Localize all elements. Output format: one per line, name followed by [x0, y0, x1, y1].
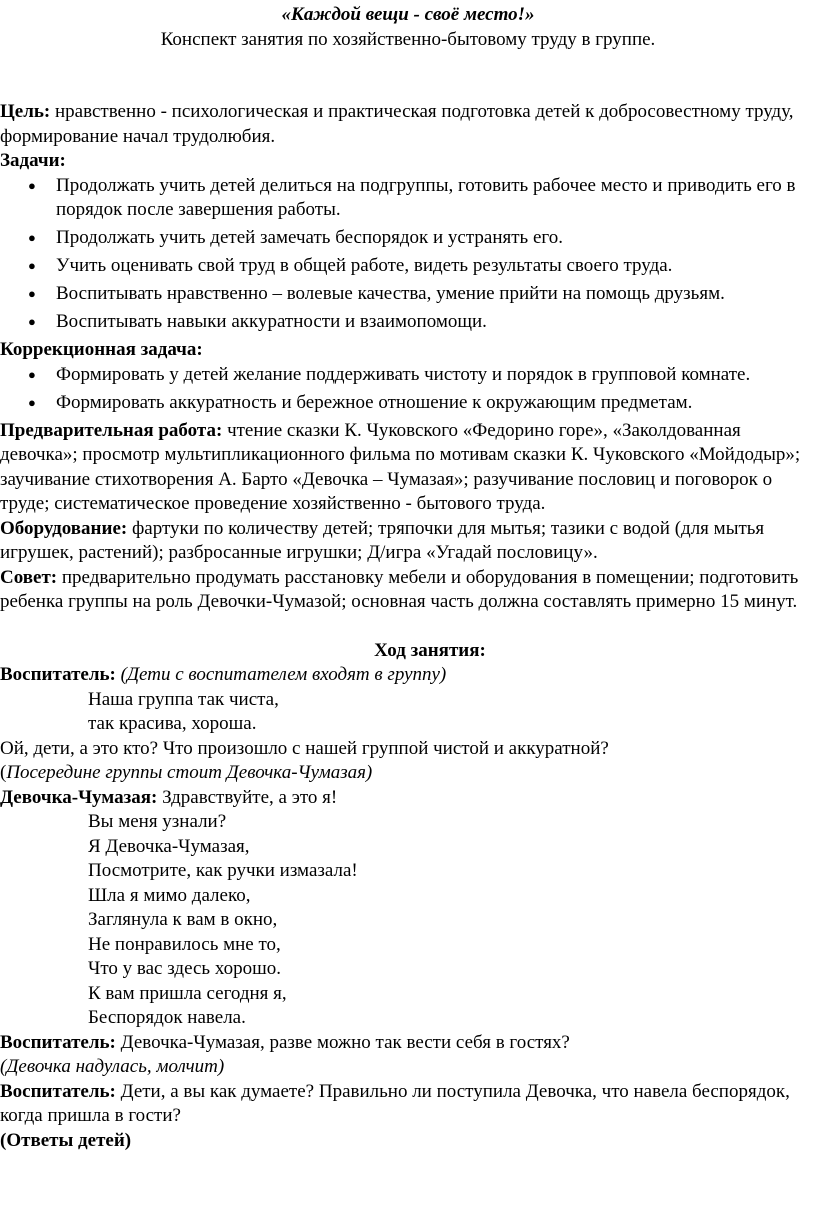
- list-item: ● Воспитывать нравственно – волевые качества, умение прийти на помощь друзьям.: [0, 282, 810, 307]
- list-item: ● Учить оценивать свой труд в общей работе, видеть результаты своего труда.: [0, 254, 810, 279]
- teacher-line-3: Воспитатель: Дети, а вы как думаете? Правильно ли поступила Девочка, что навела беспорядок, когда пришла в гости?: [0, 1080, 790, 1126]
- goal-paragraph: [0, 100, 810, 149]
- teacher-line-1: Воспитатель: (Дети с воспитателем входят в группу): [0, 664, 447, 685]
- stage-note-1: (Посередине группы стоит Девочка-Чумазая): [0, 762, 373, 783]
- document-subtitle: Конспект занятия по хозяйственно-бытовому труду в группе.: [160, 29, 656, 50]
- verse-line: К вам пришла сегодня я,: [88, 982, 287, 1004]
- verse-line: Что у вас здесь хорошо.: [88, 958, 281, 979]
- bullet-icon: ●: [28, 258, 36, 273]
- advice-text: предварительно продумать расстановку мебели и оборудования в помещении; подготовить ребенка группы на роль Девочки-Чумазой; основная часть должна составлять примерно 15 минут.: [0, 566, 799, 612]
- lesson-heading: Ход занятия:: [374, 639, 486, 661]
- spacer: [0, 615, 810, 639]
- goal-label: Цель:: [0, 101, 51, 122]
- document-body: [0, 100, 810, 1153]
- list-item: ● Формировать аккуратность и бережное отношение к окружающим предметам.: [0, 391, 810, 416]
- stage-note-2: (Девочка надулась, молчит): [0, 1056, 225, 1077]
- bullet-icon: ●: [28, 286, 36, 301]
- tasks-label: Задачи:: [0, 150, 66, 171]
- list-item: ● Воспитывать навыки аккуратности и взаимопомощи.: [0, 310, 810, 335]
- verse-line: Не понравилось мне то,: [88, 933, 281, 955]
- verse-line: Беспорядок навела.: [88, 1007, 246, 1028]
- bullet-icon: ●: [28, 230, 36, 245]
- goal-text: нравственно - психологическая и практическая подготовка детей к добросовестному труду, формирование начал трудолюбия.: [0, 101, 794, 147]
- verse-line: так красива, хороша.: [88, 713, 257, 734]
- document-title: «Каждой вещи - своё место!»: [281, 4, 535, 25]
- verse-line: Я Девочка-Чумазая,: [88, 835, 250, 857]
- verse-line: Шла я мимо далеко,: [88, 884, 251, 906]
- prework-text: чтение сказки К. Чуковского «Федорино горе», «Заколдованная девочка»; просмотр мультипликационного фильма по мотивам сказки К. Чуковского «Мойдодыр»; заучивание стихотворения А. Барто «Девочка – Чумазая»; разучивание пословиц и поговорок о труде; систематическое проведение хозяйственно - бытового труда.: [0, 419, 801, 514]
- correction-label: Коррекционная задача:: [0, 339, 203, 360]
- prework-paragraph: [0, 419, 810, 517]
- verse-line: Посмотрите, как ручки измазала!: [88, 860, 358, 881]
- equipment-label: Оборудование:: [0, 517, 128, 539]
- prework-label: Предварительная работа:: [0, 419, 223, 441]
- verse-line: Заглянула к вам в окно,: [88, 909, 278, 930]
- children-answers: (Ответы детей): [0, 1129, 132, 1151]
- girl-line: Девочка-Чумазая: Здравствуйте, а это я!: [0, 786, 338, 808]
- verse-line: Вы меня узнали?: [88, 811, 227, 832]
- advice-paragraph: [0, 566, 810, 615]
- tasks-list: [0, 174, 810, 335]
- teacher-speech: Ой, дети, а это кто? Что произошло с нашей группой чистой и аккуратной?: [0, 737, 609, 759]
- equipment-text: фартуки по количеству детей; тряпочки для мытья; тазики с водой (для мытья игрушек, растений); разбросанные игрушки; Д/игра «Угадай пословицу».: [0, 517, 765, 563]
- correction-list: [0, 363, 810, 416]
- list-item: ● Формировать у детей желание поддерживать чистоту и порядок в групповой комнате.: [0, 363, 810, 388]
- verse-line: Наша группа так чиста,: [88, 688, 279, 710]
- advice-label: Совет:: [0, 566, 58, 588]
- bullet-icon: ●: [28, 177, 36, 193]
- equipment-paragraph: [0, 517, 810, 566]
- teacher-line-2: Воспитатель: Девочка-Чумазая, разве можно так вести себя в гостях?: [0, 1031, 570, 1053]
- list-item: ● Продолжать учить детей замечать беспорядок и устранять его.: [0, 226, 810, 251]
- bullet-icon: ●: [28, 394, 36, 410]
- bullet-icon: ●: [28, 366, 36, 382]
- list-item: ● Продолжать учить детей делиться на подгруппы, готовить рабочее место и приводить его в порядок после завершения работы.: [28, 174, 796, 220]
- bullet-icon: ●: [28, 314, 36, 329]
